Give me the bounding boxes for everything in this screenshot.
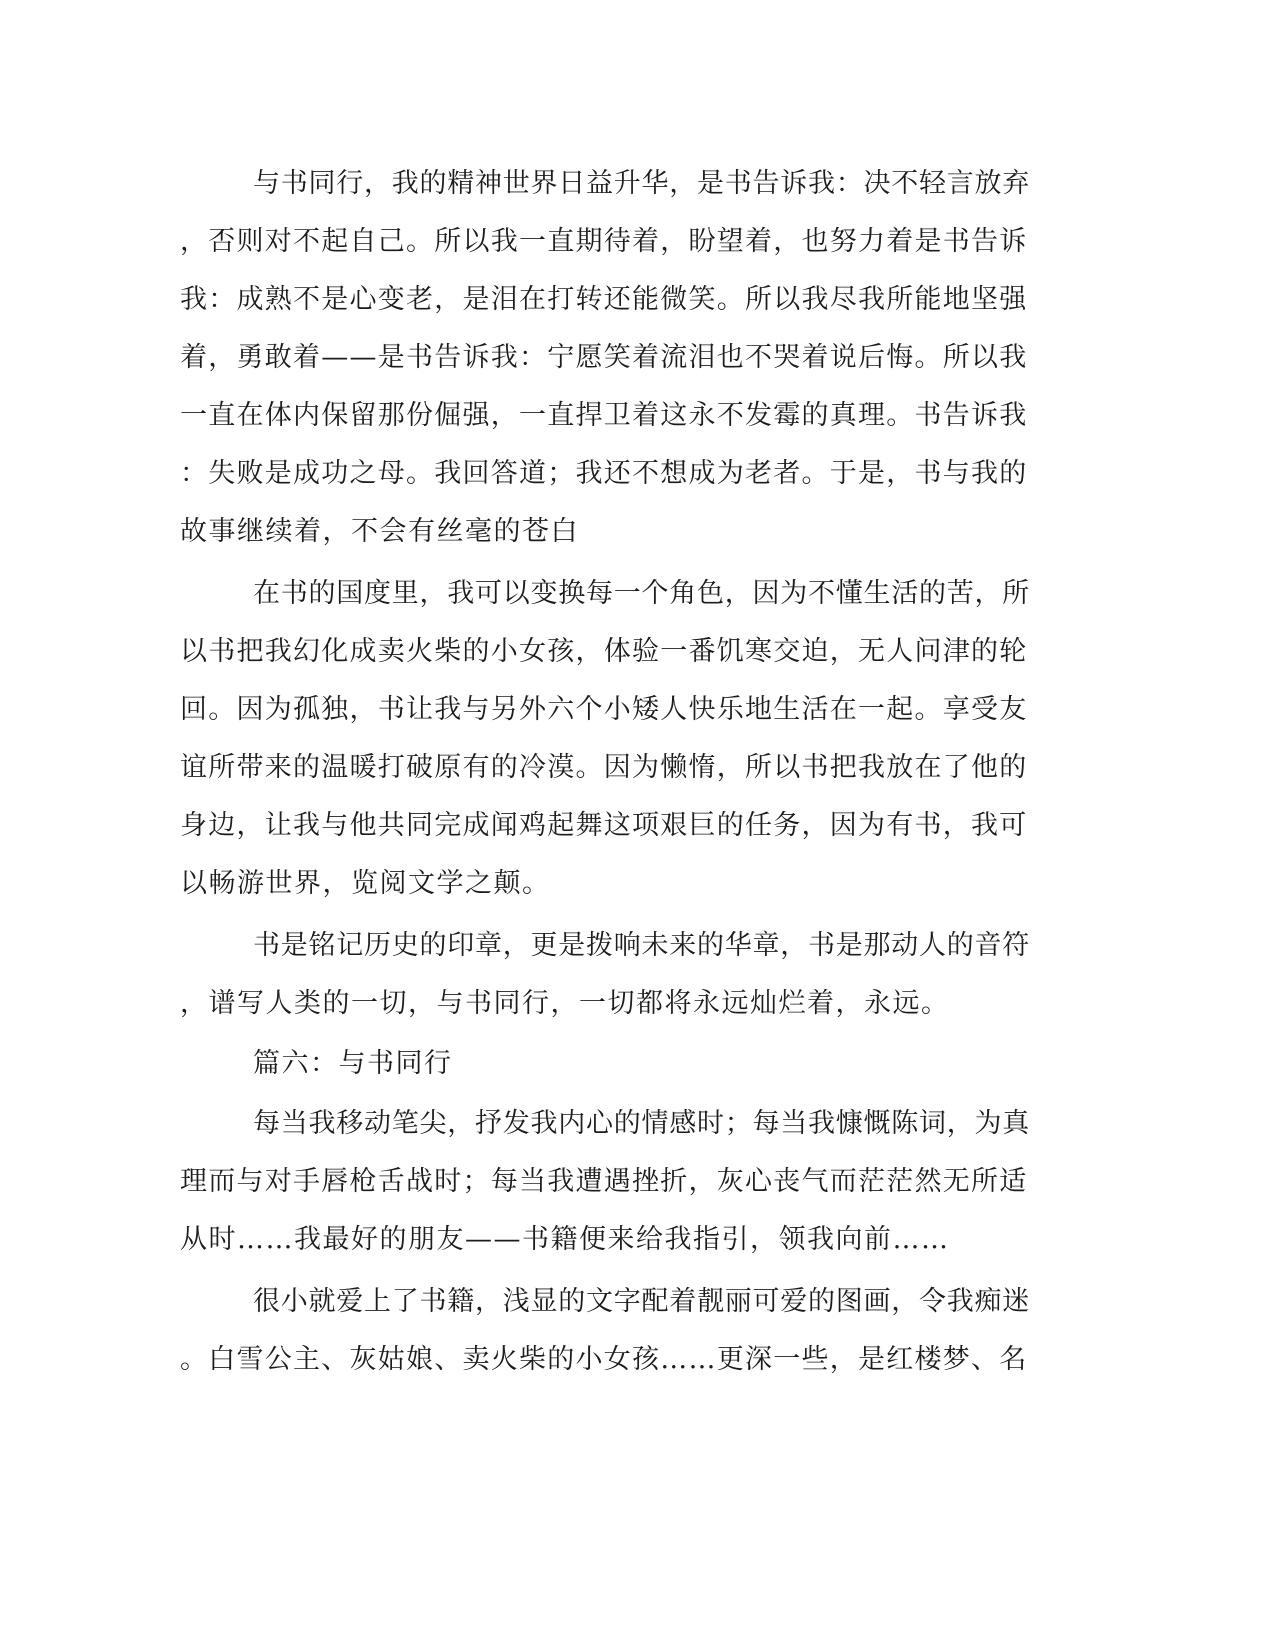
text-line: 以书把我幻化成卖火柴的小女孩，体验一番饥寒交迫，无人问津的轮 — [180, 636, 1028, 667]
text-line: 每当我移动笔尖，抒发我内心的情感时；每当我慷慨陈词，为真 — [253, 1108, 1030, 1139]
text-line: ，谱写人类的一切，与书同行，一切都将永远灿烂着，永远。 — [180, 988, 950, 1019]
text-line: ：失败是成功之母。我回答道；我还不想成为老者。于是，书与我的 — [180, 458, 1028, 489]
text-line: 在书的国度里，我可以变换每一个角色，因为不懂生活的苦，所 — [253, 578, 1030, 609]
text-line: 从时……我最好的朋友——书籍便来给我指引，领我向前…… — [180, 1224, 950, 1255]
text-line: 与书同行，我的精神世界日益升华，是书告诉我：决不轻言放弃 — [253, 168, 1030, 199]
text-line: 以畅游世界，览阅文学之颠。 — [180, 868, 551, 899]
text-line: 谊所带来的温暖打破原有的冷漠。因为懒惰，所以书把我放在了他的 — [180, 752, 1028, 783]
text-line: 着，勇敢着——是书告诉我：宁愿笑着流泪也不哭着说后悔。所以我 — [180, 342, 1028, 373]
text-line: 回。因为孤独，书让我与另外六个小矮人快乐地生活在一起。享受友 — [180, 694, 1028, 725]
text-line: 身边，让我与他共同完成闻鸡起舞这项艰巨的任务，因为有书，我可 — [180, 810, 1028, 841]
text-line: ，否则对不起自己。所以我一直期待着，盼望着，也努力着是书告诉 — [180, 226, 1028, 257]
text-line: 一直在体内保留那份倔强，一直捍卫着这永不发霉的真理。书告诉我 — [180, 400, 1028, 431]
text-line: 故事继续着，不会有丝毫的苍白 — [180, 516, 579, 547]
text-line: 。白雪公主、灰姑娘、卖火柴的小女孩……更深一些，是红楼梦、名 — [180, 1344, 1028, 1375]
text-line: 书是铭记历史的印章，更是拨响未来的华章，书是那动人的音符 — [253, 930, 1030, 961]
text-line: 理而与对手唇枪舌战时；每当我遭遇挫折，灰心丧气而茫茫然无所适 — [180, 1166, 1028, 1197]
section-heading: 篇六：与书同行 — [253, 1048, 453, 1079]
text-line: 很小就爱上了书籍，浅显的文字配着靓丽可爱的图画，令我痴迷 — [253, 1286, 1030, 1317]
text-line: 我：成熟不是心变老，是泪在打转还能微笑。所以我尽我所能地坚强 — [180, 284, 1028, 315]
